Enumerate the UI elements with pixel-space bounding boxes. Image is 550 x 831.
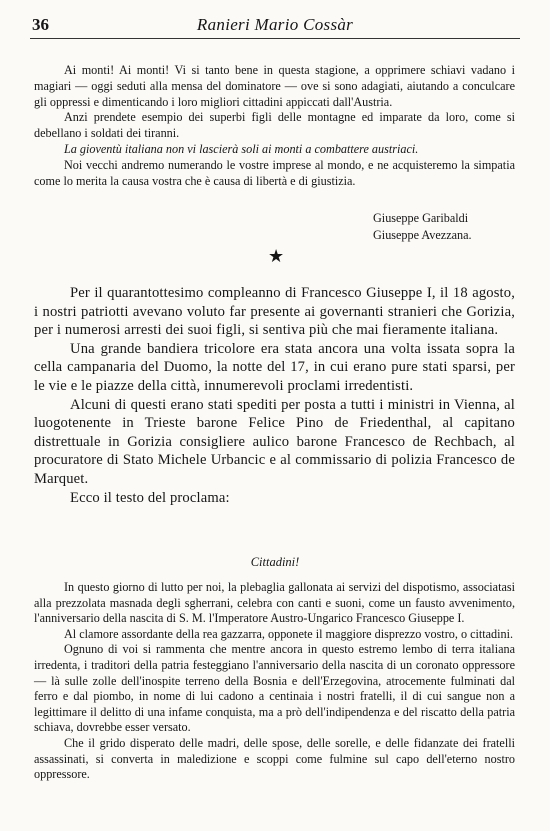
- proclamation-paragraph: Che il grido disperato delle madri, delle spose, delle sorelle, e delle fidanzate dei fratelli assassinati, si converta in maledizione e scoppi come fulmine sul capo dell'eterno nostro oppressore.: [34, 735, 515, 782]
- main-paragraph: Ecco il testo del proclama:: [70, 489, 230, 506]
- main-paragraph: Alcuni di questi erano stati spediti per posta a tutti i ministri in Vienna, al luogotenente in Trieste barone Felice Pino de Friedenthal, al capitano distrettuale in Gorizia consigliere aulico barone Francesco de Rechbach, al procuratore di Stato Michele Urbancic e al commissario di polizia Francesco de Marquet.: [34, 396, 515, 487]
- signature: Giuseppe Garibaldi: [373, 211, 469, 225]
- proclamation-paragraph: Al clamore assordante della rea gazzarra, opponete il maggiore disprezzo vostro, o cittadini.: [64, 626, 514, 641]
- page-header: [30, 14, 520, 39]
- proclamation-paragraph: Ognuno di voi si rammenta che mentre ancora in questo estremo lembo di terra italiana irredenta, i traditori della patria festeggiano l'anniversario della nascita di un coronato oppressore — là sulle zolle dell'inospite terreno della Bosnia e dell'Erzegovina, atrocemente fulminati dal ferro e dal piombo, in nome di lui cadono a centinaia i nostri fratelli, il di cui sangue non a legittimare il delitto di una infame conquista, ma a prò dell'indipendenza e del riscatto della patria schiava, dovrebbe esser versato.: [34, 642, 515, 735]
- intro-paragraph: La gioventù italiana non vi lascierà soli ai monti a combattere austriaci.: [64, 141, 419, 156]
- intro-paragraph: Noi vecchi andremo numerando le vostre imprese al mondo, e ne acquisteremo la simpatia come lo merita la causa vostra che è causa di libertà e di giustizia.: [34, 157, 515, 188]
- intro-paragraph: Ai monti! Ai monti! Vi si tanto bene in questa stagione, a opprimere schiavi vadano i magiari — oggi seduti alla mensa del dominatore — ove si sono adagiati, aiutando a conculcare gli oppressi e dimenticando i loro migliori cittadini appiccati dall'Austria.: [34, 63, 515, 109]
- main-paragraph: Una grande bandiera tricolore era stata ancora una volta issata sopra la cella campanaria del Duomo, la notte del 17, in cui erano pure stati sparsi, per le vie e le piazze della città, innumerevoli proclami irredentisti.: [34, 340, 515, 394]
- proclamation-heading: Cittadini!: [250, 555, 300, 569]
- main-text: [34, 284, 515, 507]
- section-separator-icon: ★: [268, 246, 285, 267]
- signature: Giuseppe Avezzana.: [373, 227, 472, 242]
- proclamation-text: [34, 580, 515, 783]
- page-number: 36: [32, 15, 49, 34]
- signature-block: [373, 210, 472, 243]
- proclamation-paragraph: In questo giorno di lutto per noi, la plebaglia gallonata ai servizi del dispotismo, associatasi alla prezzolata masnada degli sgherrani, celebra con canti e suoni, come un fausto avvenimento, l'anniversario della nascita di S. M. l'Imperatore Austro-Ungarico Francesco Giuseppe I.: [34, 580, 515, 626]
- main-paragraph: Per il quarantottesimo compleanno di Francesco Giuseppe I, il 18 agosto, i nostri patriotti avevano voluto far presente ai governanti stranieri che Gorizia, per i numerosi arresti dei suoi figli, si sentiva più che mai fieramente italiana.: [34, 285, 515, 339]
- intro-paragraph: Anzi prendete esempio dei superbi figli delle montagne ed imparate da loro, come si debellano i soldati dei tiranni.: [34, 110, 515, 141]
- intro-letter: [34, 63, 515, 189]
- running-title: Ranieri Mario Cossàr: [196, 15, 354, 34]
